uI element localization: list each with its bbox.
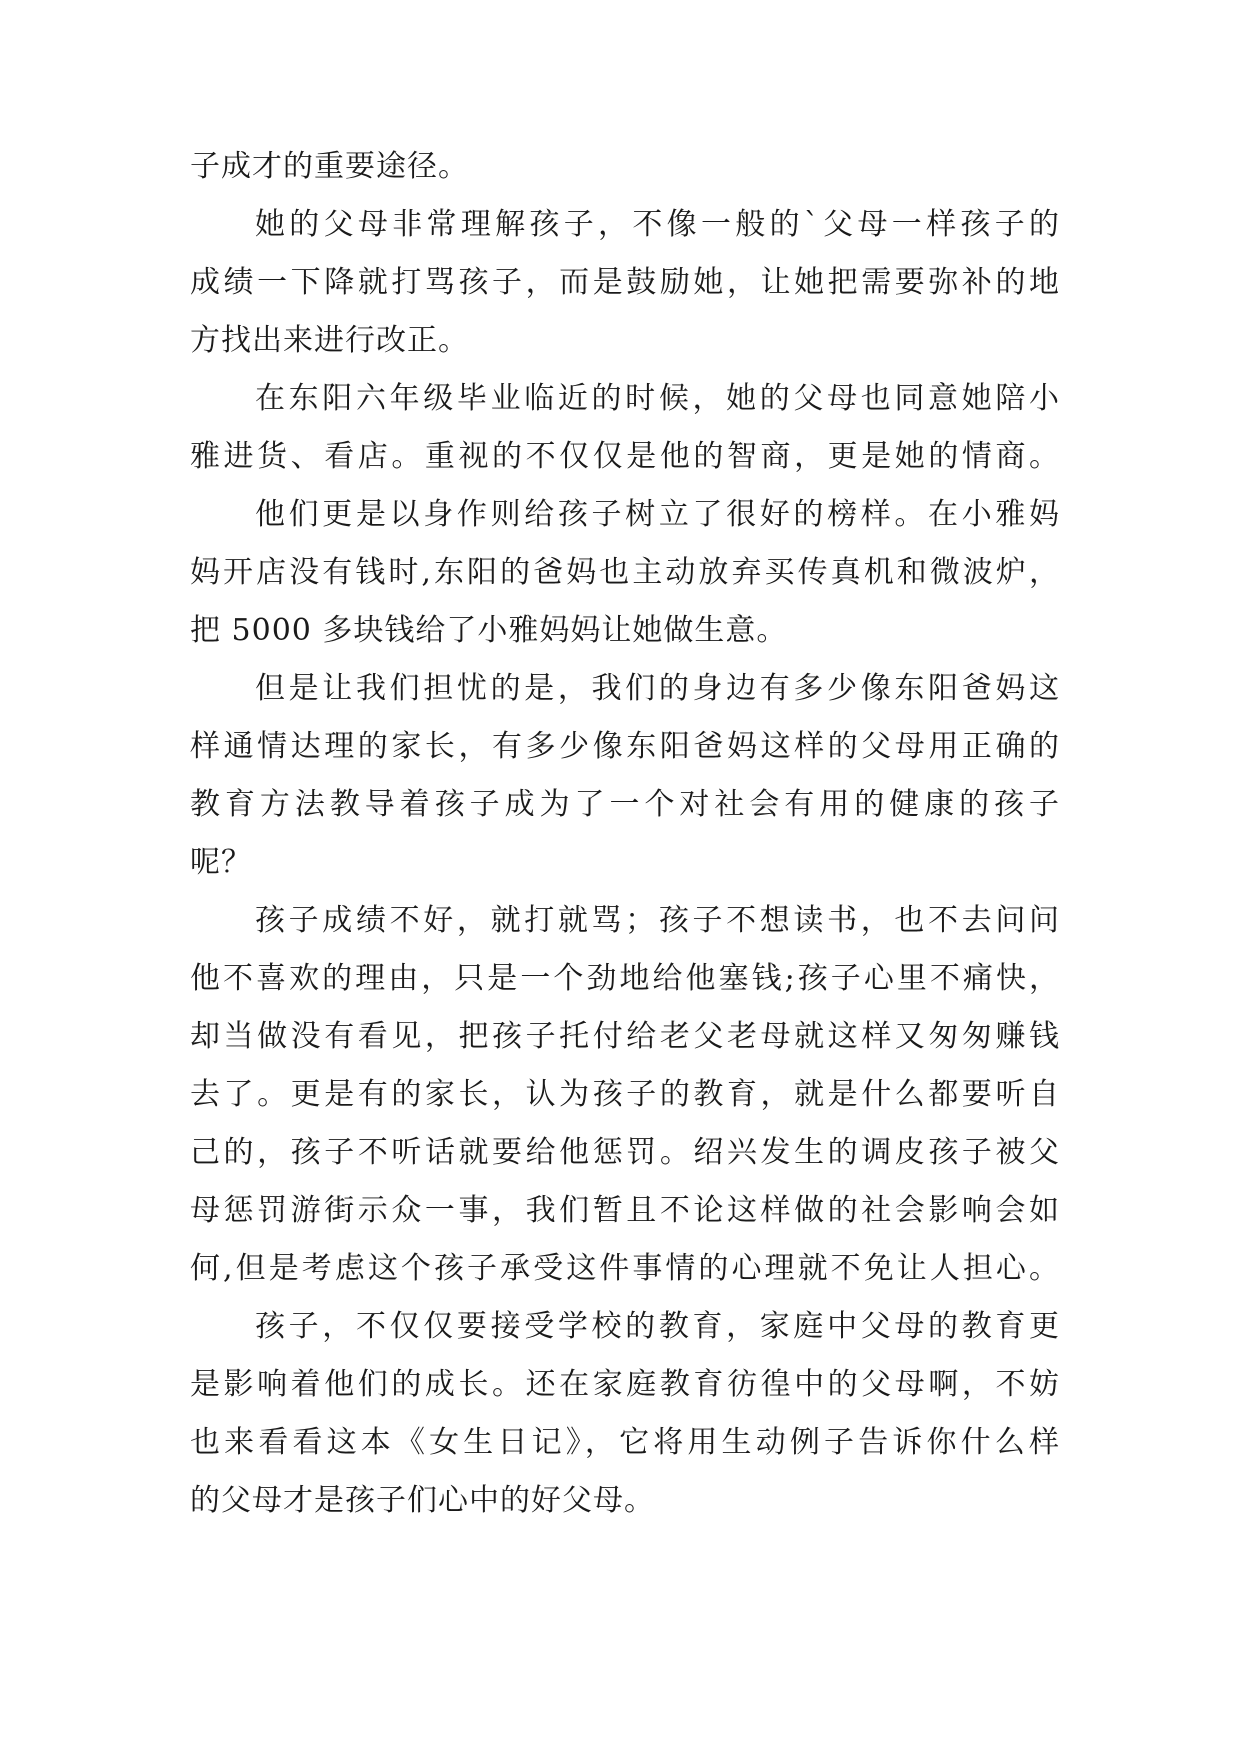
text-line: 她的父母非常理解孩子，不像一般的`父母一样孩子的 — [255, 207, 1060, 242]
text-line: 妈开店没有钱时,东阳的爸妈也主动放弃买传真机和微波炉， — [190, 555, 1060, 590]
text-line: 己的，孩子不听话就要给他惩罚。绍兴发生的调皮孩子被父 — [190, 1135, 1060, 1170]
text-line: 的父母才是孩子们心中的好父母。 — [190, 1483, 655, 1518]
text-line: 却当做没有看见，把孩子托付给老父老母就这样又匆匆赚钱 — [190, 1019, 1060, 1054]
text-line: 也来看看这本《女生日记》，它将用生动例子告诉你什么样 — [190, 1425, 1060, 1460]
text-line: 把 5000 多块钱给了小雅妈妈让她做生意。 — [190, 613, 788, 648]
text-line: 呢？ — [190, 845, 252, 880]
text-line: 去了。更是有的家长，认为孩子的教育，就是什么都要听自 — [190, 1077, 1060, 1112]
text-line: 是影响着他们的成长。还在家庭教育彷徨中的父母啊，不妨 — [190, 1367, 1060, 1402]
text-line: 但是让我们担忧的是，我们的身边有多少像东阳爸妈这 — [255, 671, 1060, 706]
text-line: 他们更是以身作则给孩子树立了很好的榜样。在小雅妈 — [255, 497, 1060, 532]
text-line: 孩子成绩不好，就打就骂；孩子不想读书，也不去问问 — [255, 903, 1060, 938]
text-line: 他不喜欢的理由，只是一个劲地给他塞钱;孩子心里不痛快， — [190, 961, 1060, 996]
text-line: 成绩一下降就打骂孩子，而是鼓励她，让她把需要弥补的地 — [190, 265, 1060, 300]
text-line: 雅进货、看店。重视的不仅仅是他的智商，更是她的情商。 — [190, 439, 1060, 474]
text-line: 方找出来进行改正。 — [190, 323, 469, 358]
text-line: 孩子，不仅仅要接受学校的教育，家庭中父母的教育更 — [255, 1309, 1060, 1344]
text-line: 子成才的重要途径。 — [190, 149, 469, 184]
text-line: 母惩罚游街示众一事，我们暂且不论这样做的社会影响会如 — [190, 1193, 1060, 1228]
text-line: 样通情达理的家长，有多少像东阳爸妈这样的父母用正确的 — [190, 729, 1060, 764]
text-line: 在东阳六年级毕业临近的时候，她的父母也同意她陪小 — [255, 381, 1060, 416]
text-line: 何,但是考虑这个孩子承受这件事情的心理就不免让人担心。 — [190, 1251, 1060, 1286]
text-line: 教育方法教导着孩子成为了一个对社会有用的健康的孩子 — [190, 787, 1060, 822]
